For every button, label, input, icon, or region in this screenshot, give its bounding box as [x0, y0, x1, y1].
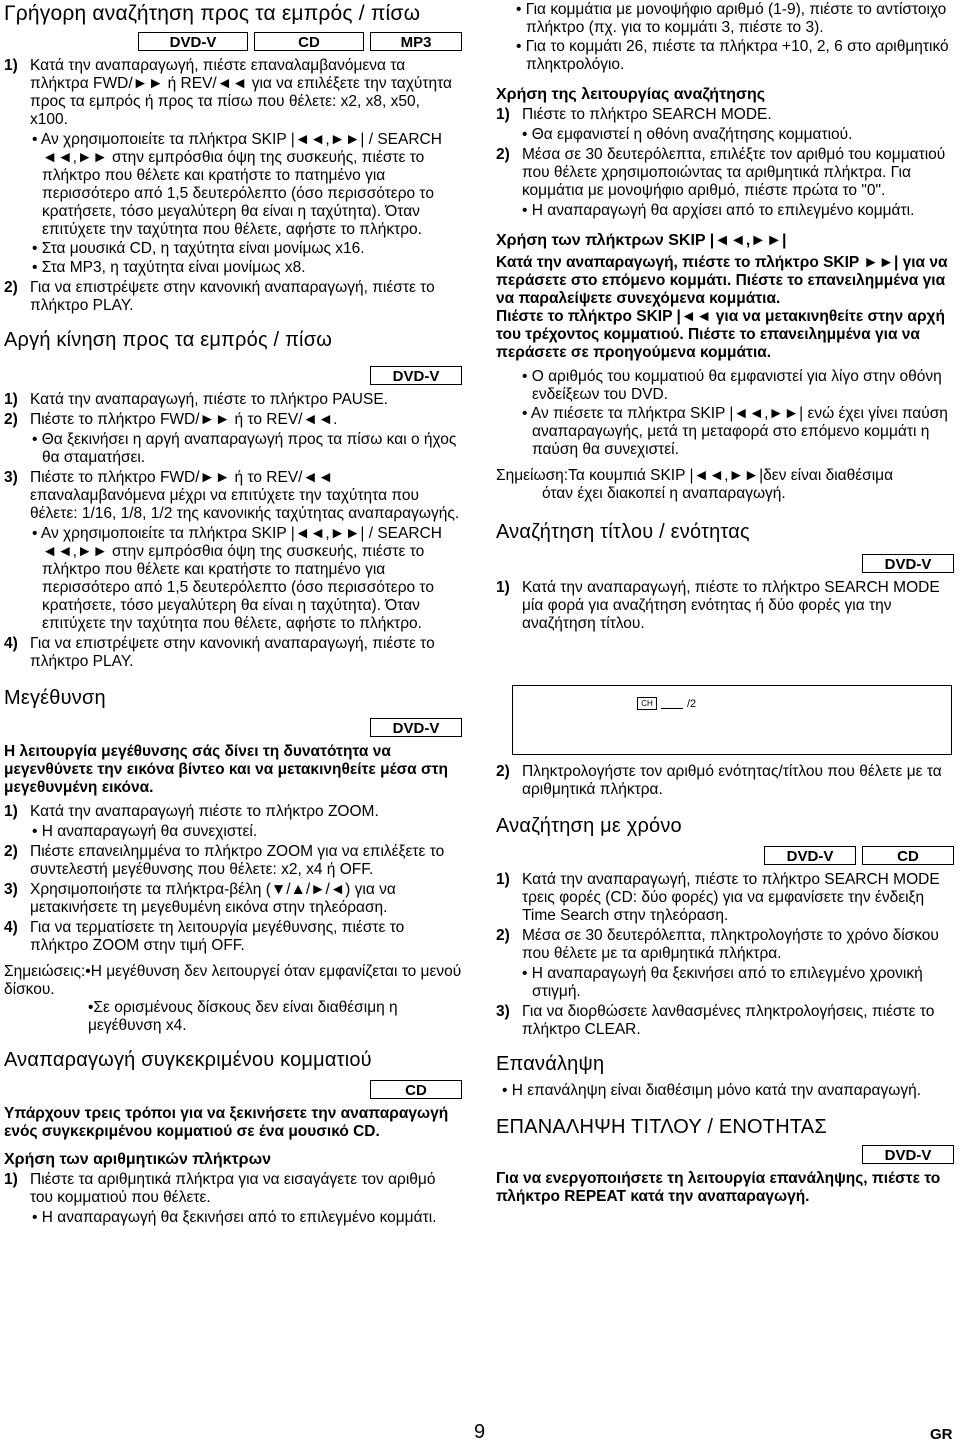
- step-time-2: 2) Μέσα σε 30 δευτερόλεπτα, πληκτρολογήστε το χρόνο δίσκου που θέλετε με τα αριθμητικά πλήκτρα.: [496, 927, 939, 962]
- disc-badges-title: [496, 554, 954, 573]
- disc-badges-track: [4, 1080, 462, 1099]
- step-title-1: 1) Κατά την αναπαραγωγή, πιέστε το πλήκτρο SEARCH MODE μία φορά για αναζήτηση ενότητας ή δύο φορές για την αναζήτηση τίτλου.: [496, 579, 940, 632]
- step-slow-1: 1) Κατά την αναπαραγωγή, πιέστε το πλήκτρο PAUSE.: [4, 391, 388, 408]
- step-fast-1: 1) Κατά την αναπαραγωγή, πιέστε επαναλαμβανόμενα τα πλήκτρα FWD/►► ή REV/◄◄ για να επιλέξετε την ταχύτητα προς τα εμπρός ή προς τα πίσω που θέλετε: x2, x8, x50, x100.: [4, 57, 452, 128]
- tv-screen-illustration: [512, 685, 952, 755]
- bullet-num-start: • Η αναπαραγωγή θα ξεκινήσει από το επιλεγμένο κομμάτι.: [4, 1209, 462, 1227]
- heading-track-playback: Αναπαραγωγή συγκεκριμένου κομματιού: [4, 1049, 372, 1071]
- step-title-2: 2) Πληκτρολογήστε τον αριθμό ενότητας/τίτλου που θέλετε με τα αριθμητικά πλήκτρα.: [496, 763, 942, 798]
- step-zoom-1: 1) Κατά την αναπαραγωγή πιέστε το πλήκτρο ZOOM.: [4, 803, 379, 820]
- bullet-skip-pause: • Αν πιέσετε τα πλήκτρα SKIP |◄◄,►►| ενώ έχει γίνει παύση αναπαραγωγής, μετά τη μεταφορά στο επόμενο κομμάτι η παύση θα συνεχιστεί.: [496, 405, 954, 459]
- right-column: [496, 0, 954, 1206]
- step-num-1: 1) Πιέστε τα αριθμητικά πλήκτρα για να εισαγάγετε τον αριθμό του κομματιού που θέλετε.: [4, 1171, 436, 1206]
- step-slow-3: 3) Πιέστε το πλήκτρο FWD/►► ή το REV/◄◄ επαναλαμβανόμενα μέχρι να επιτύχετε την ταχύτητα που θέλετε: 1/16, 1/8, 1/2 της κανονικής ταχύτητας αναπαραγωγής.: [4, 469, 460, 522]
- bullet-fast-cd: • Στα μουσικά CD, η ταχύτητα είναι μονίμως x16.: [4, 240, 462, 258]
- step-time-3: 3) Για να διορθώσετε λανθασμένες πληκτρολογήσεις, πιέστε το πλήκτρο CLEAR.: [496, 1003, 935, 1038]
- badge-dvd-v: DVD-V: [138, 32, 248, 51]
- heading-title-search: Αναζήτηση τίτλου / ενότητας: [496, 521, 750, 543]
- badge-cd: CD: [254, 32, 364, 51]
- zoom-note-2: •Σε ορισμένους δίσκους δεν είναι διαθέσιμη η μεγέθυνση x4.: [88, 999, 398, 1034]
- skip-para-2: Πιέστε το πλήκτρο SKIP |◄◄ για να μετακινηθείτε στην αρχή του τρέχοντος κομματιού. Πιέστε το επανειλημμένα για να περάσετε σε προηγούμενα κομμάτια.: [496, 308, 945, 361]
- step-search-1: 1) Πιέστε το πλήκτρο SEARCH MODE.: [496, 106, 772, 123]
- zoom-note-1: •Η μεγέθυνση δεν λειτουργεί όταν εμφανίζεται το μενού δίσκου.: [4, 963, 462, 998]
- zoom-notes: [4, 963, 462, 999]
- step-slow-2: 2) Πιέστε το πλήκτρο FWD/►► ή το REV/◄◄.: [4, 411, 338, 428]
- heading-slow-motion: Αργή κίνηση προς τα εμπρός / πίσω: [4, 329, 333, 351]
- badge-dvd-v: DVD-V: [862, 554, 954, 573]
- badge-cd: CD: [370, 1080, 462, 1099]
- skip-note-cont: όταν έχει διακοπεί η αναπαραγωγή.: [542, 485, 786, 502]
- track-intro: Υπάρχουν τρεις τρόποι για να ξεκινήσετε την αναπαραγωγή ενός συγκεκριμένου κομματιού σε ένα μουσικό CD.: [4, 1105, 449, 1140]
- step-search-2: 2) Μέσα σε 30 δευτερόλεπτα, επιλέξτε τον αριθμό του κομματιού που θέλετε χρησιμοποιώντας τα αριθμητικά πλήκτρα. Για κομμάτια με μονοψήφιο αριθμό, πιέστε πρώτα το "0".: [496, 146, 946, 199]
- zoom-notes-label: Σημειώσεις:: [4, 963, 86, 980]
- bullet-slow-skip: • Αν χρησιμοποιείτε τα πλήκτρα SKIP |◄◄,►►| / SEARCH ◄◄,►► στην εμπρόσθια όψη της συσκευής, πιέστε το πλήκτρο που θέλετε και κρατήστε το πατημένο για περισσότερο από 1,5 δευτερόλεπτο (όσο περισσότερο το κρατήσετε, τόσο μεγαλύτερη θα είναι η ταχύτητα). Όταν επιτύχετε την ταχύτητα που θέλετε, αφήστε το πλήκτρο.: [4, 525, 462, 633]
- heading-repeat: Επανάληψη: [496, 1053, 605, 1075]
- heading-search-function: Χρήση της λειτουργίας αναζήτησης: [496, 86, 766, 103]
- page-number: 9: [474, 1421, 486, 1443]
- badge-dvd-v: DVD-V: [370, 718, 462, 737]
- bullet-slow-start: • Θα ξεκινήσει η αργή αναπαραγωγή προς τα πίσω και ο ήχος θα σταματήσει.: [4, 431, 462, 467]
- step-time-1: 1) Κατά την αναπαραγωγή, πιέστε το πλήκτρο SEARCH MODE τρεις φορές (CD: δύο φορές) για να εμφανίσετε την ένδειξη Time Search στην τηλεόραση.: [496, 871, 940, 924]
- bullet-skip-display: • Ο αριθμός του κομματιού θα εμφανιστεί για λίγο στην οθόνη ενδείξεων του DVD.: [496, 368, 954, 404]
- disc-badges-fast: [4, 32, 462, 51]
- step-fast-2: 2) Για να επιστρέψετε στην κανονική αναπαραγωγή, πιέστε το πλήκτρο PLAY.: [4, 279, 435, 314]
- repeat-intro: Για να ενεργοποιήσετε τη λειτουργία επανάληψης, πιέστε το πλήκτρο REPEAT κατά την αναπαραγωγή.: [496, 1170, 941, 1205]
- chapter-icon: CH: [637, 697, 657, 710]
- badge-dvd-v: DVD-V: [764, 846, 856, 865]
- zoom-intro: Η λειτουργία μεγέθυνσης σάς δίνει τη δυνατότητα να μεγενθύνετε την εικόνα βίντεο και να μετακινηθείτε μέσα στη μεγεθυνμένη εικόνα.: [4, 743, 448, 796]
- skip-para-1: Κατά την αναπαραγωγή, πιέστε το πλήκτρο SKIP ►►| για να περάσετε στο επόμενο κομμάτι. Πιέστε το επανειλημμένα για να παραλείψετε συνεχόμενα κομμάτια.: [496, 254, 948, 307]
- heading-time-search: Αναζήτηση με χρόνο: [496, 815, 682, 837]
- bullet-repeat-available: • Η επανάληψη είναι διαθέσιμη μόνο κατά την αναπαραγωγή.: [496, 1082, 954, 1100]
- bullet-zoom-continue: • Η αναπαραγωγή θα συνεχιστεί.: [4, 823, 462, 841]
- chapter-entry-field: [637, 697, 696, 710]
- skip-note: Σημείωση:Τα κουμπιά SKIP |◄◄,►►|δεν είναι διαθέσιμα: [496, 467, 894, 484]
- disc-badges-zoom: [4, 718, 462, 737]
- heading-fast-search: Γρήγορη αναζήτηση προς τα εμπρός / πίσω: [4, 2, 421, 25]
- badge-dvd-v: DVD-V: [862, 1145, 954, 1164]
- step-zoom-3: 3) Χρησιμοποιήστε τα πλήκτρα-βέλη (▼/▲/►/◄) για να μετακινήσετε τη μεγεθυμένη εικόνα στην τηλεόραση.: [4, 881, 396, 916]
- step-slow-4: 4) Για να επιστρέψετε στην κανονική αναπαραγωγή, πιέστε το πλήκτρο PLAY.: [4, 635, 435, 670]
- step-zoom-2: 2) Πιέστε επανειλημμένα το πλήκτρο ZOOM για να επιλέξετε το συντελεστή μεγέθυνσης που θέλετε: x2, x4 ή OFF.: [4, 843, 445, 878]
- step-zoom-4: 4) Για να τερματίσετε τη λειτουργία μεγέθυνσης, πιέστε το πλήκτρο ZOOM στην τιμή OFF.: [4, 919, 405, 954]
- language-code: GR: [930, 1426, 953, 1443]
- bullet-num-26: • Για το κομμάτι 26, πιέστε τα πλήκτρα +10, 2, 6 στο αριθμητικό πληκτρολόγιο.: [496, 38, 954, 74]
- bullet-time-start: • Η αναπαραγωγή θα ξεκινήσει από το επιλεγμένο χρονική στιγμή.: [496, 965, 954, 1001]
- bullet-num-single: • Για κομμάτια με μονοψήφιο αριθμό (1-9), πιέστε το αντίστοιχο πλήκτρο (πχ. για το κομμάτι 3, πιέστε το 3).: [496, 1, 954, 37]
- bullet-search-screen: • Θα εμφανιστεί η οθόνη αναζήτησης κομματιού.: [496, 126, 954, 144]
- badge-cd: CD: [862, 846, 954, 865]
- heading-zoom: Μεγέθυνση: [4, 687, 106, 709]
- disc-badges-repeat: [496, 1145, 954, 1164]
- entry-line: [661, 699, 683, 709]
- chapter-total: /2: [687, 697, 697, 710]
- bullet-fast-skip: • Αν χρησιμοποιείτε τα πλήκτρα SKIP |◄◄,►►| / SEARCH ◄◄,►► στην εμπρόσθια όψη της συσκευής, πιέστε το πλήκτρο που θέλετε και κρατήστε το πατημένο για περισσότερο από 1,5 δευτερόλεπτο (όσο περισσότερο το κρατήσετε, τόσο μεγαλύτερη θα είναι η ταχύτητα). Όταν επιτύχετε την ταχύτητα που θέλετε, αφήστε το πλήκτρο.: [4, 131, 462, 239]
- disc-badges-slow: [4, 366, 462, 385]
- bullet-search-start: • Η αναπαραγωγή θα αρχίσει από το επιλεγμένο κομμάτι.: [496, 202, 954, 220]
- heading-numeric-keys: Χρήση των αριθμητικών πλήκτρων: [4, 1151, 271, 1168]
- heading-repeat-title: ΕΠΑΝΑΛΗΨΗ ΤΙΤΛΟΥ / ΕΝΟΤΗΤΑΣ: [496, 1116, 827, 1138]
- badge-dvd-v: DVD-V: [370, 366, 462, 385]
- disc-badges-time: [496, 846, 954, 865]
- bullet-fast-mp3: • Στα MP3, η ταχύτητα είναι μονίμως x8.: [4, 259, 462, 277]
- heading-skip-keys: Χρήση των πλήκτρων SKIP |◄◄,►►|: [496, 232, 787, 249]
- left-column: [4, 0, 462, 1228]
- badge-mp3: MP3: [370, 32, 462, 51]
